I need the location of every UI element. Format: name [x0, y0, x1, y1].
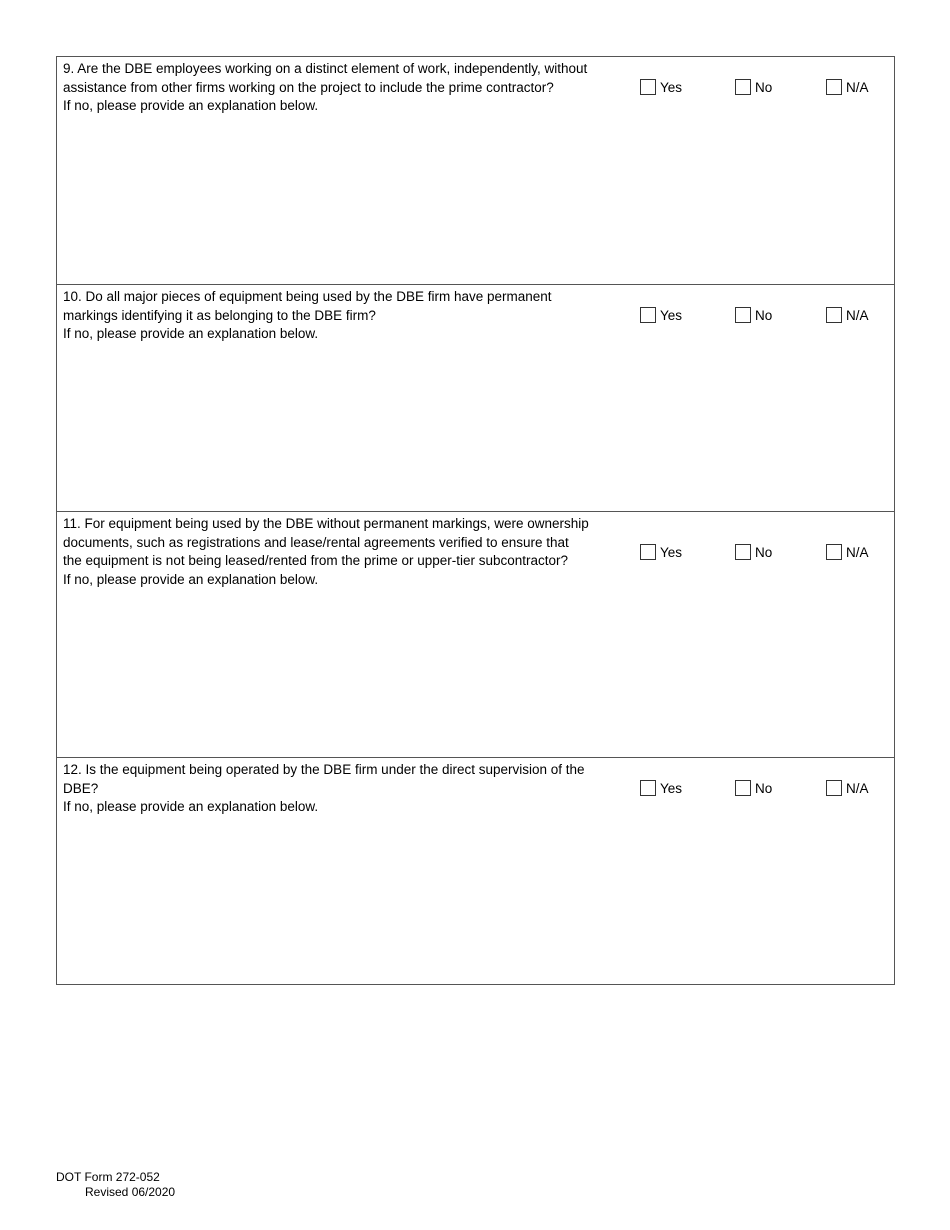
- question-line: 10. Do all major pieces of equipment being used by the DBE firm have permanent: [63, 289, 552, 304]
- question-line: documents, such as registrations and lease/rental agreements verified to ensure that: [63, 534, 569, 550]
- question-line: If no, please provide an explanation below.: [63, 799, 319, 814]
- question-10-yes-option[interactable]: [640, 307, 682, 323]
- question-9-no-option[interactable]: [735, 79, 772, 95]
- question-line: markings identifying it as belonging to the DBE firm?: [63, 307, 376, 323]
- question-12-na-option[interactable]: [826, 780, 869, 796]
- option-label: N/A: [846, 307, 869, 323]
- question-12-row: [57, 758, 894, 984]
- question-10-na-option[interactable]: [826, 307, 869, 323]
- na-checkbox[interactable]: [826, 780, 842, 796]
- na-checkbox[interactable]: [826, 544, 842, 560]
- form-footer: [56, 1170, 175, 1199]
- question-line: 12. Is the equipment being operated by the DBE firm under the direct supervision of the: [63, 762, 585, 777]
- no-checkbox[interactable]: [735, 780, 751, 796]
- questionnaire-table: [56, 56, 895, 985]
- option-label: N/A: [846, 780, 869, 796]
- question-9-yes-option[interactable]: [640, 79, 682, 95]
- question-11-text: [63, 515, 623, 589]
- option-label: No: [755, 780, 773, 796]
- yes-checkbox[interactable]: [640, 544, 656, 560]
- option-label: No: [755, 544, 773, 560]
- option-label: No: [755, 307, 773, 323]
- no-checkbox[interactable]: [735, 544, 751, 560]
- question-line: 9. Are the DBE employees working on a distinct element of work, independently, without: [63, 61, 588, 76]
- option-label: Yes: [660, 780, 683, 796]
- question-9-na-option[interactable]: [826, 79, 869, 95]
- question-11-yes-option[interactable]: [640, 544, 682, 560]
- question-line: assistance from other firms working on the project to include the prime contractor?: [63, 79, 554, 95]
- yes-checkbox[interactable]: [640, 780, 656, 796]
- question-9-text: [63, 60, 623, 116]
- na-checkbox[interactable]: [826, 79, 842, 95]
- question-line: If no, please provide an explanation below.: [63, 98, 319, 113]
- na-checkbox[interactable]: [826, 307, 842, 323]
- question-line: If no, please provide an explanation below.: [63, 571, 319, 587]
- question-10-row: [57, 285, 894, 512]
- question-10-no-option[interactable]: [735, 307, 772, 323]
- question-line: 11. For equipment being used by the DBE without permanent markings, were ownership: [63, 516, 589, 531]
- option-label: Yes: [660, 544, 683, 560]
- question-11-row: [57, 512, 894, 758]
- question-12-yes-option[interactable]: [640, 780, 682, 796]
- question-12-no-option[interactable]: [735, 780, 772, 796]
- no-checkbox[interactable]: [735, 79, 751, 95]
- question-11-no-option[interactable]: [735, 544, 772, 560]
- option-label: Yes: [660, 307, 683, 323]
- yes-checkbox[interactable]: [640, 307, 656, 323]
- option-label: No: [755, 79, 773, 95]
- option-label: N/A: [846, 79, 869, 95]
- no-checkbox[interactable]: [735, 307, 751, 323]
- question-9-row: [57, 57, 894, 285]
- question-line: the equipment is not being leased/rented from the prime or upper-tier subcontractor?: [63, 553, 569, 568]
- question-12-text: [63, 761, 623, 817]
- option-label: N/A: [846, 544, 869, 560]
- option-label: Yes: [660, 79, 683, 95]
- question-line: If no, please provide an explanation below.: [63, 326, 319, 341]
- question-10-text: [63, 288, 623, 344]
- revision-date: Revised 06/2020: [85, 1184, 176, 1199]
- form-number: DOT Form 272-052: [56, 1170, 160, 1184]
- question-11-na-option[interactable]: [826, 544, 869, 560]
- yes-checkbox[interactable]: [640, 79, 656, 95]
- question-line: DBE?: [63, 780, 99, 796]
